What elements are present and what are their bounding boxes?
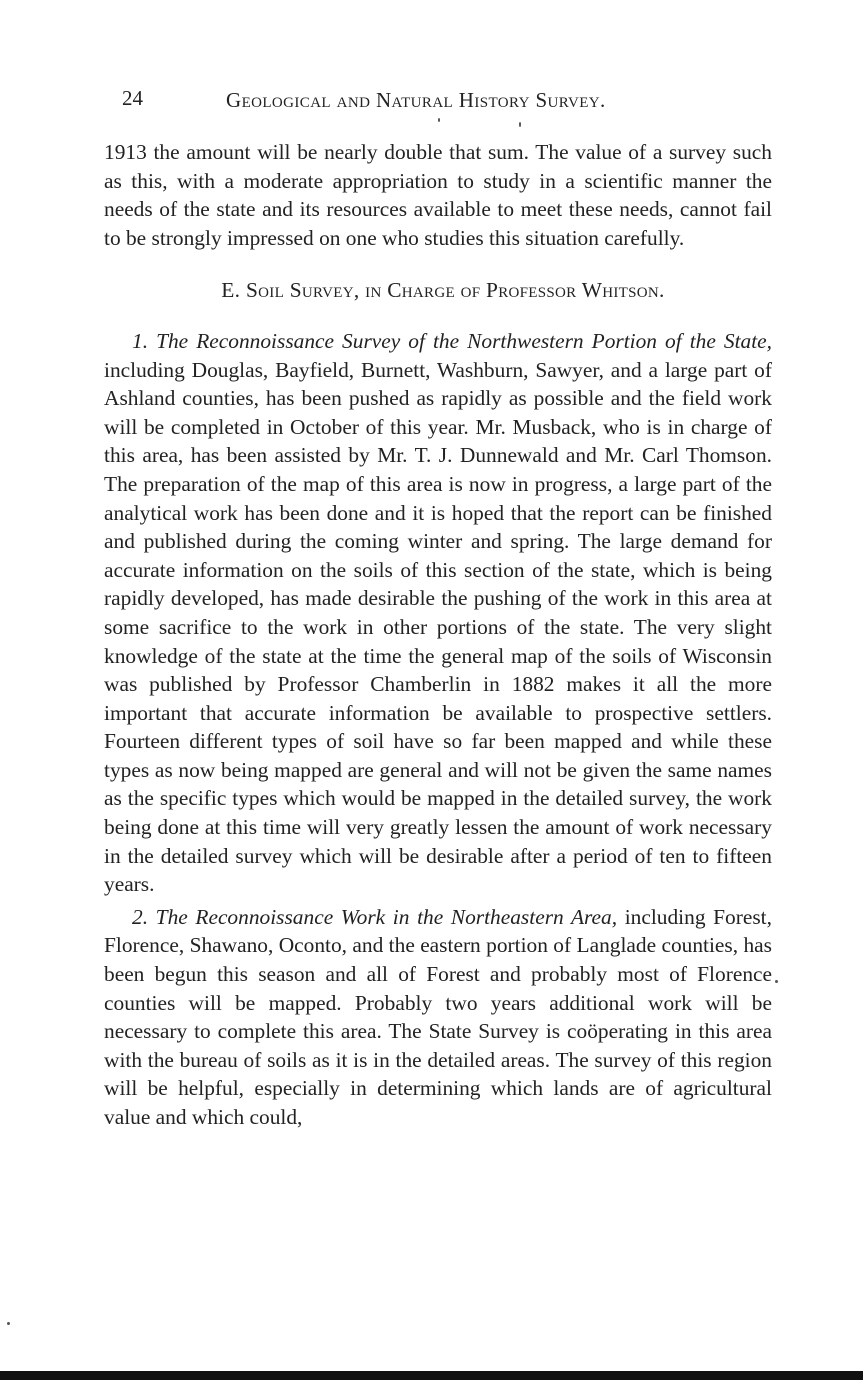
- scan-border: [0, 1371, 863, 1380]
- running-head: Geological and Natural History Survey.: [226, 88, 606, 112]
- item-1-number: 1.: [132, 328, 149, 353]
- scan-speck: [7, 1322, 10, 1325]
- scan-speck: [519, 122, 521, 127]
- item-2-paragraph: [104, 903, 772, 1132]
- page-header: [122, 82, 678, 122]
- item-1-title: The Reconnoissance Survey of the Northwestern Portion of the State,: [156, 328, 772, 353]
- scan-speck: [775, 980, 778, 983]
- scan-speck: [438, 118, 440, 122]
- item-2-text: including Forest, Florence, Shawano, Oconto, and the eastern portion of Langlade counties, has been begun this season and all of Forest and probably most of Florence counties will be mapped. Probably two years additional work will be necessary to complete this area. The State Survey is coöperating in this area with the bureau of soils as it is in the detailed areas. The survey of this region will be helpful, especially in determining which lands are of agricultural value and which could,: [104, 904, 772, 1129]
- item-2-title: The Reconnoissance Work in the Northeastern Area,: [155, 904, 618, 929]
- continuation-paragraph: 1913 the amount will be nearly double that sum. The value of a survey such as this, with a moderate appropriation to study in a scientific manner the needs of the state and its resources available to meet these needs, cannot fail to be strongly impressed on one who studies this situation carefully.: [104, 140, 772, 250]
- item-1-paragraph: [104, 327, 772, 899]
- page-number: 24: [122, 86, 143, 110]
- body-text: [104, 138, 772, 1132]
- item-1-text: including Douglas, Bayfield, Burnett, Washburn, Sawyer, and a large part of Ashland counties, has been pushed as rapidly as possible and the field work will be completed in October of this year. Mr. Musback, who is in charge of this area, has been assisted by Mr. T. J. Dunnewald and Mr. Carl Thomson. The preparation of the map of this area is now in progress, a large part of the analytical work has been done and it is hoped that the report can be finished and published during the coming winter and spring. The large demand for accurate information on the soils of this section of the state, which is being rapidly developed, has made desirable the pushing of the work in this area at some sacrifice to the work in other portions of the state. The very slight knowledge of the state at the time the general map of the soils of Wisconsin was published by Professor Chamberlin in 1882 makes it all the more important that accurate information be available to prospective settlers. Fourteen different types of soil have so far been mapped and while these types as now being mapped are general and will not be given the same names as the specific types which would be mapped in the detailed survey, the work being done at this time will very greatly lessen the amount of work necessary in the detailed survey which will be desirable after a period of ten to fifteen years.: [104, 357, 772, 897]
- section-heading: E. Soil Survey, in Charge of Professor Whitson.: [221, 278, 665, 303]
- item-2-number: 2.: [132, 904, 149, 929]
